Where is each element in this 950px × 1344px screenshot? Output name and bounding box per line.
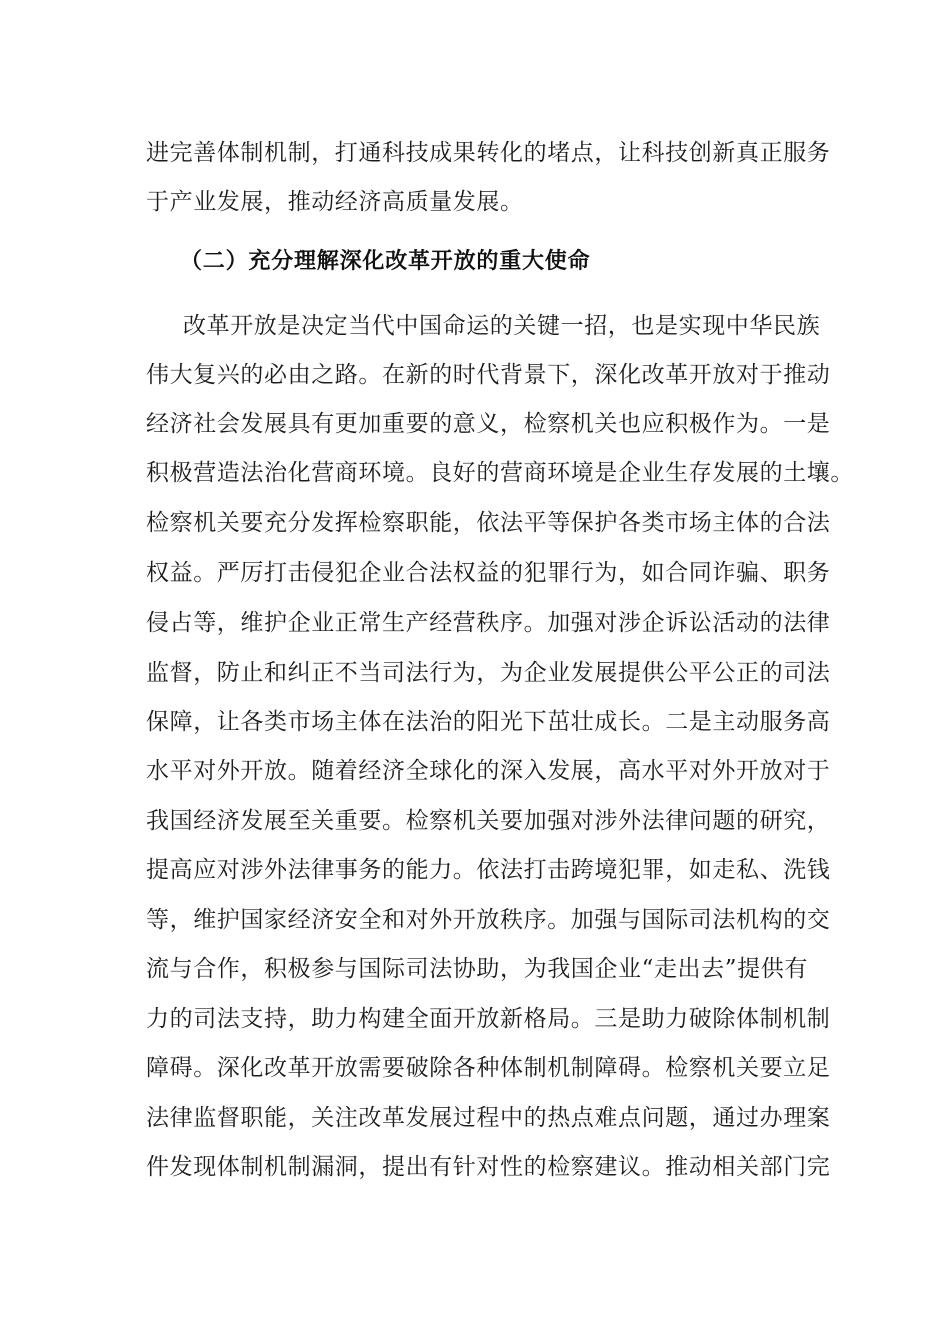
intro-line: 进完善体制机制，打通科技成果转化的堵点，让科技创新真正服务 — [146, 140, 831, 166]
paragraph-line: 保障，让各类市场主体在法治的阳光下茁壮成长。二是主动服务高 — [146, 709, 831, 735]
paragraph-line: 法律监督职能，关注改革发展过程中的热点难点问题，通过办理案 — [146, 1105, 831, 1131]
section-heading: （二）充分理解深化改革开放的重大使命 — [180, 249, 591, 274]
paragraph-line: 力的司法支持，助力构建全面开放新格局。三是助力破除体制机制 — [146, 1006, 831, 1032]
paragraph-line: 改革开放是决定当代中国命运的关键一招，也是实现中华民族 — [183, 313, 821, 339]
paragraph-line: 流与合作，积极参与国际司法协助，为我国企业“走出去”提供有 — [146, 956, 808, 982]
paragraph-line: 伟大复兴的必由之路。在新的时代背景下，深化改革开放对于推动 — [146, 362, 831, 388]
paragraph-line: 侵占等，维护企业正常生产经营秩序。加强对涉企诉讼活动的法律 — [146, 610, 831, 636]
paragraph-line: 经济社会发展具有更加重要的意义，检察机关也应积极作为。一是 — [146, 411, 831, 437]
paragraph-line: 积极营造法治化营商环境。良好的营商环境是企业生存发展的土壤。 — [146, 460, 854, 486]
paragraph-line: 监督，防止和纠正不当司法行为，为企业发展提供公平公正的司法 — [146, 660, 831, 686]
paragraph-line: 等，维护国家经济安全和对外开放秩序。加强与国际司法机构的交 — [146, 907, 831, 933]
paragraph-line: 提高应对涉外法律事务的能力。依法打击跨境犯罪，如走私、洗钱 — [146, 857, 831, 883]
paragraph-line: 检察机关要充分发挥检察职能，依法平等保护各类市场主体的合法 — [146, 510, 831, 536]
paragraph-line: 水平对外开放。随着经济全球化的深入发展，高水平对外开放对于 — [146, 758, 831, 784]
paragraph-line: 障碍。深化改革开放需要破除各种体制机制障碍。检察机关要立足 — [146, 1055, 831, 1081]
paragraph-line: 我国经济发展至关重要。检察机关要加强对涉外法律问题的研究， — [146, 808, 831, 834]
paragraph-line: 件发现体制机制漏洞，提出有针对性的检察建议。推动相关部门完 — [146, 1154, 831, 1180]
intro-line: 于产业发展，推动经济高质量发展。 — [146, 189, 524, 215]
paragraph-line: 权益。严厉打击侵犯企业合法权益的犯罪行为，如合同诈骗、职务 — [146, 560, 831, 586]
